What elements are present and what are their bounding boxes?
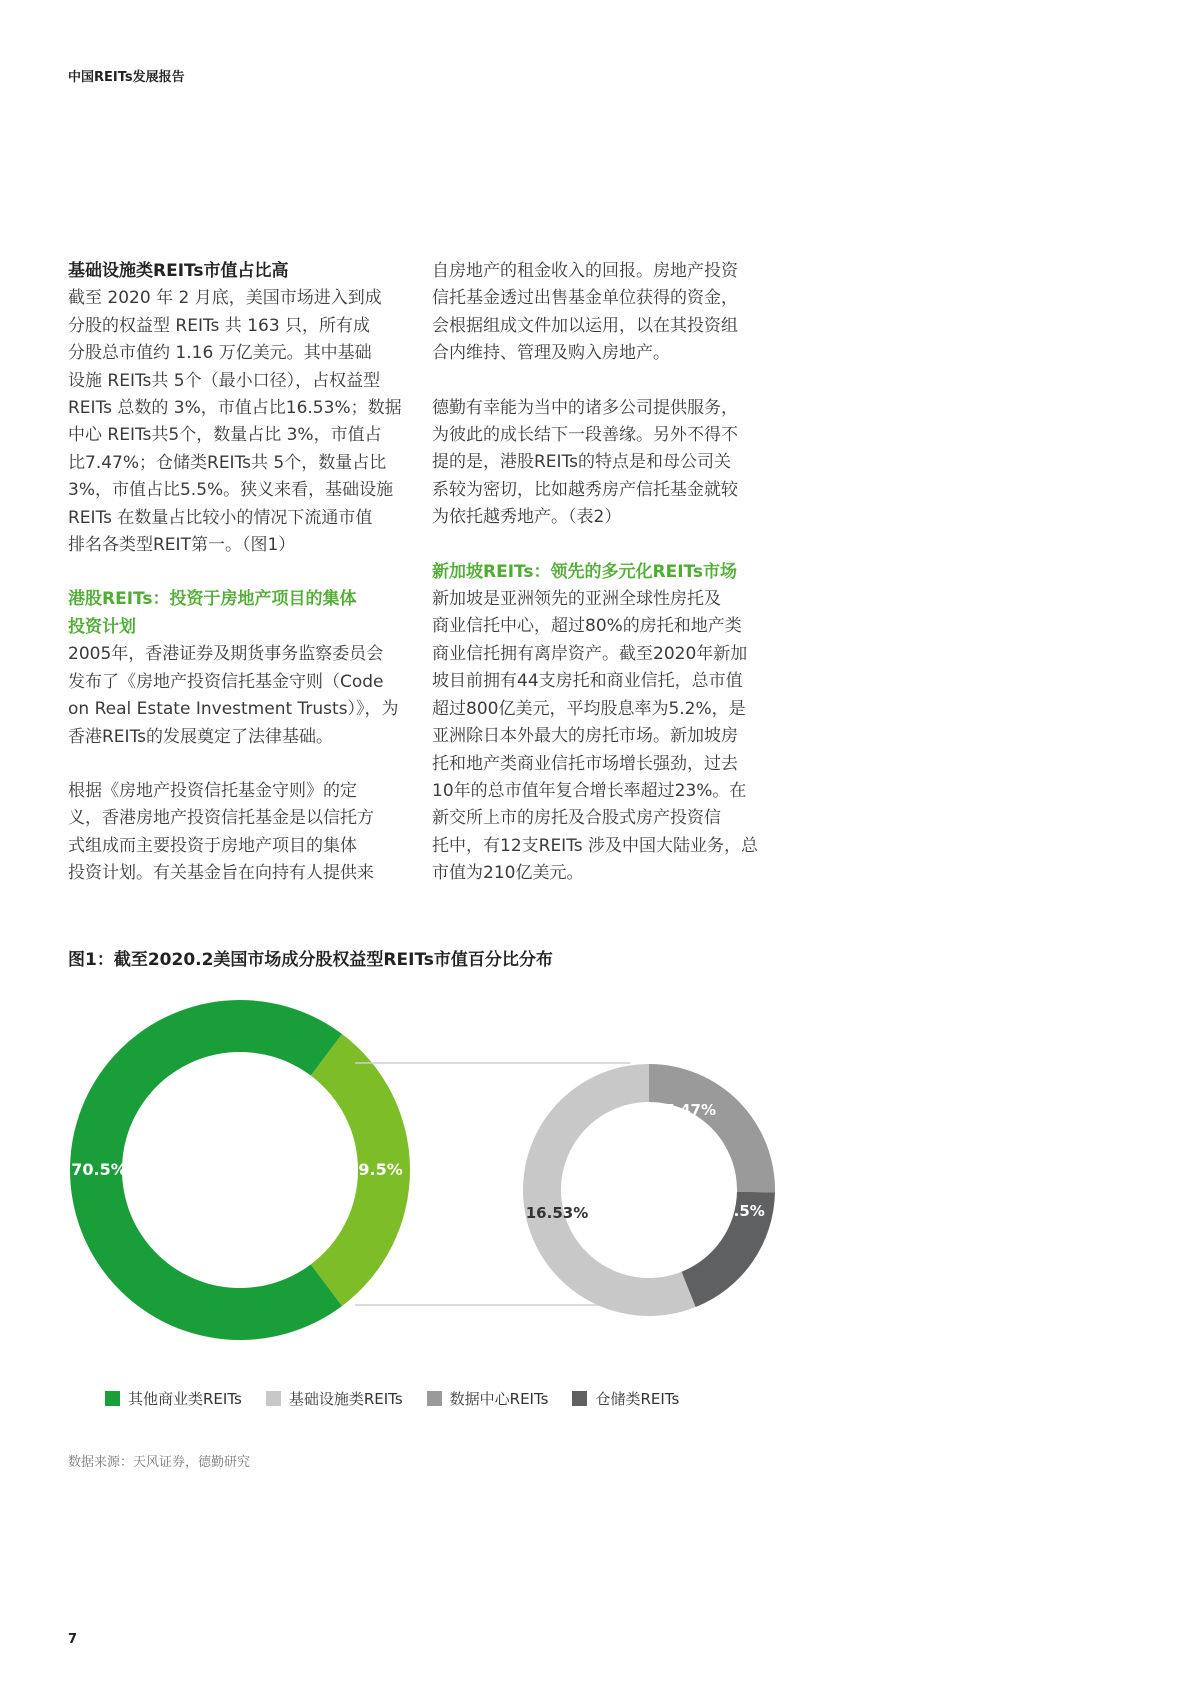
text-line: 提的是，港股REITs的特点是和母公司关	[432, 452, 731, 473]
text-line: 超过800亿美元，平均股息率为5.2%，是	[432, 698, 746, 719]
text-line: 分股的权益型 REITs 共 163 只，所有成	[68, 315, 371, 336]
legend-swatch	[572, 1391, 587, 1406]
text-line: 新交所上市的房托及合股式房产投资信	[432, 808, 721, 829]
text-line: 发布了《房地产投资信托基金守则（Code	[68, 671, 384, 692]
donut2-label-1: 7.47%	[663, 1101, 717, 1119]
chart-legend	[105, 1388, 679, 1409]
page-number: 7	[68, 1632, 78, 1647]
text-line: 根据《房地产投资信托基金守则》的定	[68, 780, 357, 801]
right-column	[432, 258, 772, 888]
section-heading-hk-reits	[68, 586, 408, 641]
legend-label: 仓储类REITs	[595, 1390, 680, 1408]
legend-item	[266, 1388, 403, 1409]
paragraph-hk-code	[68, 641, 408, 751]
text-line: 信托基金透过出售基金单位获得的资金，	[432, 288, 738, 309]
donut2-label-2: 5.5%	[723, 1202, 765, 1220]
section-heading-infrastructure: 基础设施类REITs市值占比高	[68, 261, 289, 281]
text-line: 分股总市值约 1.16 万亿美元。其中基础	[68, 343, 372, 364]
text-line: 10年的总市值年复合增长率超过23%。在	[432, 780, 747, 801]
text-line: 为依托越秀地产。（表2）	[432, 507, 622, 528]
legend-label: 其他商业类REITs	[128, 1390, 242, 1408]
paragraph-hk-continued	[432, 258, 772, 368]
text-line: 香港REITs的发展奠定了法律基础。	[68, 726, 333, 747]
legend-label: 数据中心REITs	[449, 1390, 549, 1408]
text-line: 系较为密切，比如越秀房产信托基金就较	[432, 479, 738, 500]
text-line: 3%，市值占比5.5%。狭义来看，基础设施	[68, 480, 394, 501]
text-line: 商业信托拥有离岸资产。截至2020年新加	[432, 643, 748, 664]
text-line: 截至 2020 年 2 月底，美国市场进入到成	[68, 288, 382, 309]
text-line: 市值为210亿美元。	[432, 863, 584, 884]
text-line: 投资计划	[68, 616, 136, 637]
text-line: on Real Estate Investment Trusts）》，为	[68, 699, 399, 720]
text-line: 比7.47%；仓储类REITs共 5个，数量占比	[68, 452, 387, 473]
paragraph-us-reits	[68, 285, 408, 559]
text-line: 2005年，香港证券及期货事务监察委员会	[68, 644, 384, 665]
text-line: 义，香港房地产投资信托基金是以信托方	[68, 808, 374, 829]
text-line: 为彼此的成长结下一段善缘。另外不得不	[432, 425, 738, 446]
text-line: REITs 在数量占比较小的情况下流通市值	[68, 507, 373, 528]
text-line: 坡目前拥有44支房托和商业信托，总市值	[432, 671, 743, 692]
paragraph-hk-definition	[68, 778, 408, 888]
donut-charts	[0, 990, 1200, 1390]
legend-item	[105, 1388, 242, 1409]
section-heading-singapore: 新加坡REITs：领先的多元化REITs市场	[432, 561, 737, 582]
legend-swatch	[427, 1391, 442, 1406]
donut2-label-0: 16.53%	[525, 1204, 589, 1222]
left-column	[68, 258, 408, 888]
legend-label: 基础设施类REITs	[288, 1390, 403, 1408]
paragraph-singapore	[432, 586, 772, 887]
legend-item	[427, 1388, 549, 1409]
legend-swatch	[105, 1391, 120, 1406]
figure-title: 图1：截至2020.2美国市场成分股权益型REITs市值百分比分布	[68, 950, 553, 970]
donut1-label-0: 70.5%	[71, 1160, 127, 1179]
donut2-slice-1	[649, 1064, 775, 1193]
text-line: 设施 REITs共 5个（最小口径），占权益型	[68, 370, 381, 391]
text-line: 商业信托中心，超过80%的房托和地产类	[432, 616, 742, 637]
text-line: 托中，有12支REITs 涉及中国大陆业务，总	[432, 835, 759, 856]
text-line: 港股REITs：投资于房地产项目的集体	[68, 589, 357, 610]
running-header: 中国REITs发展报告	[68, 70, 185, 85]
text-line: 会根据组成文件加以运用，以在其投资组	[432, 315, 738, 336]
text-line: 排名各类型REIT第一。（图1）	[68, 535, 296, 556]
text-line: 式组成而主要投资于房地产项目的集体	[68, 835, 357, 856]
legend-item	[572, 1388, 679, 1409]
text-line: 德勤有幸能为当中的诸多公司提供服务，	[432, 397, 738, 418]
text-line: 托和地产类商业信托市场增长强劲，过去	[432, 753, 738, 774]
donut1-label-1: 29.5%	[347, 1160, 403, 1179]
text-line: 亚洲除日本外最大的房托市场。新加坡房	[432, 726, 738, 747]
text-line: 中心 REITs共5个，数量占比 3%，市值占	[68, 425, 382, 446]
text-line: 投资计划。有关基金旨在向持有人提供来	[68, 863, 374, 884]
paragraph-deloitte	[432, 395, 772, 532]
text-line: REITs 总数的 3%，市值占比16.53%；数据	[68, 398, 402, 419]
text-line: 合内维持、管理及购入房地产。	[432, 343, 670, 364]
legend-swatch	[266, 1391, 281, 1406]
text-line: 新加坡是亚洲领先的亚洲全球性房托及	[432, 589, 721, 610]
text-line: 自房地产的租金收入的回报。房地产投资	[432, 261, 738, 281]
data-source: 数据来源：天风证券，德勤研究	[68, 1455, 251, 1470]
